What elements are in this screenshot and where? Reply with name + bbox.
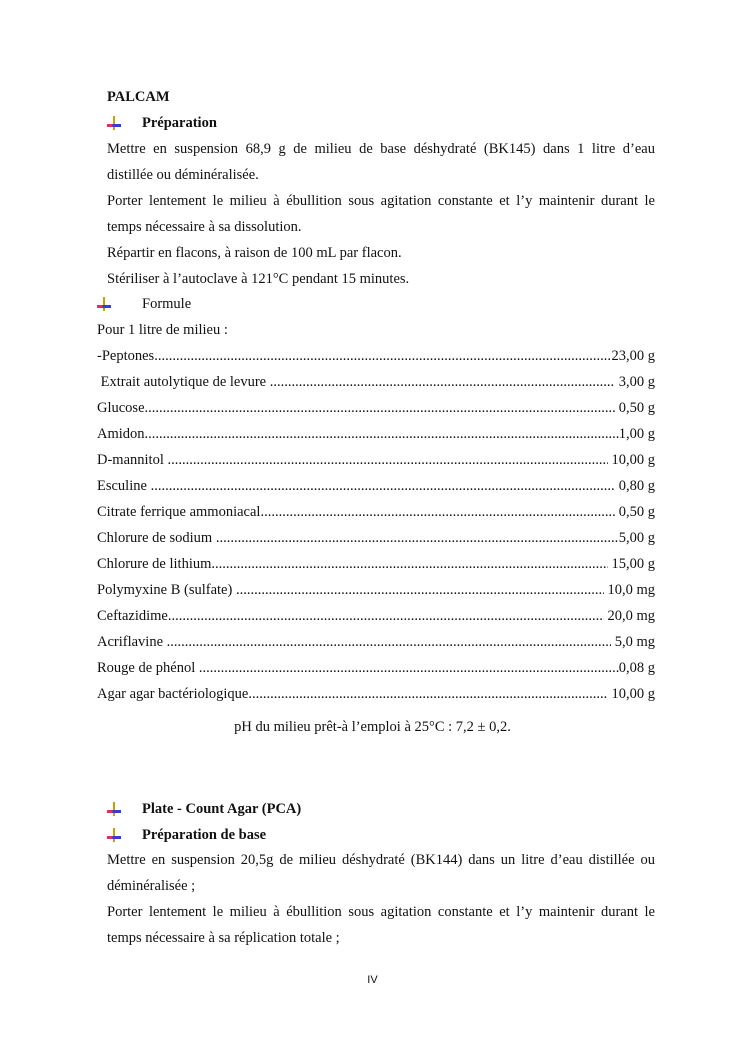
ingredient-row: [97, 421, 655, 447]
formule-heading: Formule: [142, 296, 192, 312]
ingredient-value: 0,50 g: [615, 400, 655, 416]
ingredient-value: 0,08 g: [618, 660, 655, 676]
ingredient-row: [97, 655, 655, 681]
paragraph-line: Mettre en suspension 68,9 g de milieu de base déshydraté (BK145) dans 1 litre d’eau: [107, 141, 655, 157]
dot-leader: [167, 629, 611, 655]
ingredient-value: 10,00 g: [607, 452, 655, 468]
ingredient-value: 5,00 g: [618, 530, 655, 546]
bullet-icon: [107, 802, 121, 816]
paragraph-line: temps nécessaire à sa réplication totale ;: [107, 930, 340, 946]
ingredient-name: Polymyxine B (sulfate): [97, 582, 236, 598]
ingredient-name: Extrait autolytique de levure: [97, 374, 270, 390]
ingredient-name: Glucose: [97, 400, 145, 416]
ingredient-name: Rouge de phénol: [97, 660, 199, 676]
ingredient-name: Esculine: [97, 478, 151, 494]
ingredient-value: 1,00 g: [618, 426, 655, 442]
ingredient-name: Chlorure de lithium: [97, 556, 212, 572]
dot-leader: [151, 473, 616, 499]
ingredient-row: [97, 577, 655, 603]
ingredient-row: [97, 681, 655, 707]
formula-intro: Pour 1 litre de milieu :: [97, 322, 228, 338]
dot-leader: [168, 603, 604, 629]
ingredient-value: 0,50 g: [615, 504, 655, 520]
ingredient-value: 10,00 g: [607, 686, 655, 702]
ingredient-row: [97, 447, 655, 473]
paragraph-line: Répartir en flacons, à raison de 100 mL par flacon.: [107, 245, 402, 261]
pca-preparation-heading: Préparation de base: [142, 827, 267, 843]
paragraph-line: Stériliser à l’autoclave à 121°C pendant 15 minutes.: [107, 271, 410, 287]
ingredient-row: [97, 369, 655, 395]
bullet-icon: [107, 116, 121, 130]
bullet-icon: [107, 828, 121, 842]
ingredient-name: Citrate ferrique ammoniacal: [97, 504, 261, 520]
paragraph-line: déminéralisée ;: [107, 878, 196, 894]
ingredient-value: 20,0 mg: [603, 608, 655, 624]
ingredient-row: [97, 603, 655, 629]
dot-leader: [248, 681, 608, 707]
ingredient-row: [97, 499, 655, 525]
dot-leader: [236, 577, 604, 603]
dot-leader: [211, 551, 608, 577]
ingredient-value: 10,0 mg: [603, 582, 655, 598]
ingredient-row: [97, 395, 655, 421]
dot-leader: [260, 499, 615, 525]
section-title-palcam: PALCAM: [107, 89, 170, 105]
section-title-pca: Plate - Count Agar (PCA): [142, 801, 302, 817]
ingredient-name: Ceftazidime: [97, 608, 168, 624]
ingredient-name: D-mannitol: [97, 452, 168, 468]
page-number: IV: [367, 974, 378, 986]
dot-leader: [199, 655, 619, 681]
ingredient-value: 23,00 g: [611, 348, 655, 364]
ingredient-value: 3,00 g: [615, 374, 655, 390]
ingredient-name: Acriflavine: [97, 634, 167, 650]
dot-leader: [145, 395, 616, 421]
paragraph-line: Mettre en suspension 20,5g de milieu déshydraté (BK144) dans un litre d’eau distillée ou: [107, 852, 655, 868]
ingredient-name: Agar agar bactériologique: [97, 686, 249, 702]
paragraph-line: distillée ou déminéralisée.: [107, 167, 259, 183]
ph-note: pH du milieu prêt-à l’emploi à 25°C : 7,2 ± 0,2.: [234, 719, 511, 735]
ingredient-row: [97, 525, 655, 551]
dot-leader: [154, 343, 611, 369]
ingredient-row: [97, 473, 655, 499]
paragraph-line: temps nécessaire à sa dissolution.: [107, 219, 302, 235]
ingredient-name: Amidon: [97, 426, 145, 442]
dot-leader: [216, 525, 619, 551]
bullet-icon: [97, 297, 111, 311]
paragraph-line: Porter lentement le milieu à ébullition sous agitation constante et l’y maintenir durant le: [107, 904, 655, 920]
ingredient-value: 0,80 g: [615, 478, 655, 494]
dot-leader: [270, 369, 615, 395]
ingredient-name: Chlorure de sodium: [97, 530, 216, 546]
ingredient-name: -Peptones: [97, 348, 155, 364]
preparation-heading: Préparation: [142, 115, 217, 131]
dot-leader: [145, 421, 619, 447]
paragraph-line: Porter lentement le milieu à ébullition sous agitation constante et l’y maintenir durant le: [107, 193, 655, 209]
ingredient-row: [97, 343, 655, 369]
ingredient-value: 15,00 g: [607, 556, 655, 572]
dot-leader: [167, 447, 607, 473]
ingredient-value: 5,0 mg: [611, 634, 655, 650]
ingredient-row: [97, 551, 655, 577]
ingredient-row: [97, 629, 655, 655]
